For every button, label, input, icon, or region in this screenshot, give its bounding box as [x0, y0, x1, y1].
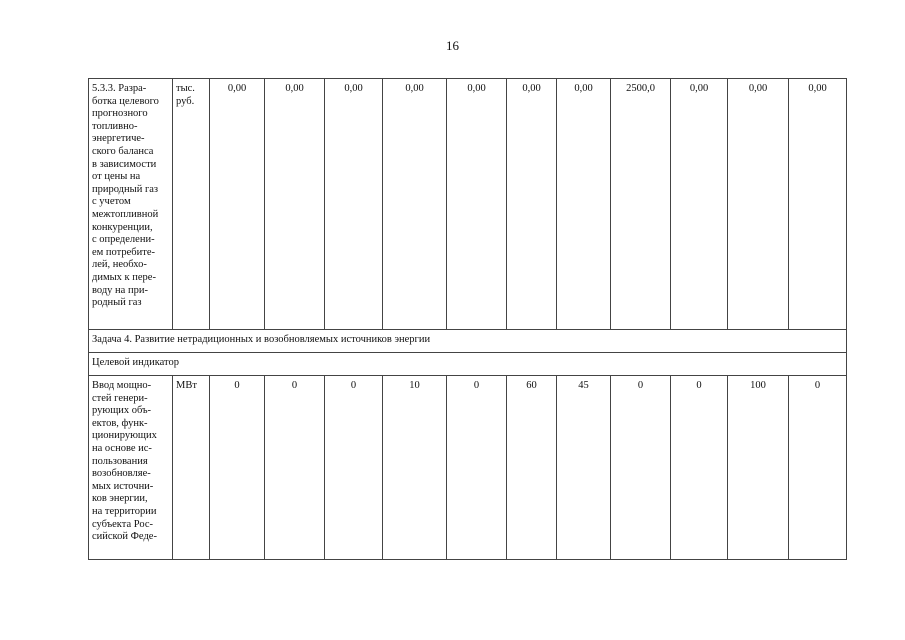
- table-body: [89, 79, 847, 560]
- row-label-line: топливно-: [92, 120, 138, 132]
- unit-line: тыс.: [176, 83, 195, 94]
- row-label-line: с учетом: [92, 196, 131, 208]
- value-cell: 0,00: [507, 79, 557, 330]
- value-cell: 0,00: [728, 79, 789, 330]
- row-label-line: ем потребите-: [92, 246, 155, 258]
- value-cell: 60: [507, 376, 557, 560]
- section-heading-cell: Задача 4. Развитие нетрадиционных и возобновляемых источников энергии: [89, 330, 847, 353]
- document-table: [88, 78, 847, 560]
- value-cell: 0,00: [325, 79, 383, 330]
- value-cell: 2500,0: [611, 79, 671, 330]
- section-row: [89, 353, 847, 376]
- value-cell: 0: [671, 376, 728, 560]
- row-label-line: 5.3.3. Разра-: [92, 83, 147, 94]
- row-label-line: с определени-: [92, 234, 155, 246]
- row-label-line: субъекта Рос-: [92, 518, 154, 530]
- value-cell: 0: [265, 376, 325, 560]
- value-cell: 0,00: [265, 79, 325, 330]
- row-label-line: ботка целевого: [92, 95, 159, 107]
- row-label-line: лей, необхо-: [92, 259, 147, 271]
- row-label-line: межтопливной: [92, 208, 159, 220]
- value-cell: 0,00: [789, 79, 847, 330]
- row-label-line: родный газ: [92, 297, 142, 309]
- row-label-line: на основе ис-: [92, 442, 152, 454]
- row-label-line: конкуренции,: [92, 221, 153, 233]
- row-label-line: возобновляе-: [92, 468, 151, 480]
- row-label-line: воду на при-: [92, 284, 148, 296]
- table-row: [89, 376, 847, 560]
- value-cell: 0: [447, 376, 507, 560]
- row-label-line: сийской Феде-: [92, 531, 157, 543]
- row-label-line: мых источни-: [92, 480, 154, 492]
- unit-cell: [173, 376, 210, 560]
- value-cell: 0: [210, 376, 265, 560]
- unit-line: руб.: [176, 95, 195, 107]
- row-label-cell: [89, 376, 173, 560]
- value-cell: 0,00: [671, 79, 728, 330]
- row-label-cell: [89, 79, 173, 330]
- row-label-line: стей генери-: [92, 392, 148, 404]
- value-cell: 0,00: [447, 79, 507, 330]
- row-label-line: димых к пере-: [92, 271, 156, 283]
- row-label-line: ектов, функ-: [92, 417, 148, 429]
- row-label-line: ского баланса: [92, 145, 154, 157]
- value-cell: 10: [383, 376, 447, 560]
- value-cell: 0,00: [383, 79, 447, 330]
- row-label-line: в зависимости: [92, 158, 157, 170]
- row-label-line: энергетиче-: [92, 133, 145, 145]
- row-label-line: ционирующих: [92, 430, 157, 442]
- value-cell: 45: [557, 376, 611, 560]
- row-label-line: пользования: [92, 455, 148, 467]
- row-label-line: прогнозного: [92, 108, 148, 120]
- value-cell: 100: [728, 376, 789, 560]
- unit-cell: [173, 79, 210, 330]
- section-row: [89, 330, 847, 353]
- page-number: 16: [446, 38, 459, 53]
- row-label-line: ков энергии,: [92, 493, 148, 505]
- section-heading-cell: Целевой индикатор: [89, 353, 847, 376]
- row-label-line: природный газ: [92, 183, 159, 195]
- row-label-line: от цены на: [92, 171, 141, 183]
- value-cell: 0,00: [557, 79, 611, 330]
- value-cell: 0: [325, 376, 383, 560]
- value-cell: 0,00: [210, 79, 265, 330]
- table-row: [89, 79, 847, 330]
- row-label-line: Ввод мощно-: [92, 380, 152, 391]
- value-cell: 0: [789, 376, 847, 560]
- value-cell: 0: [611, 376, 671, 560]
- row-label-line: рующих объ-: [92, 405, 152, 417]
- unit-line: МВт: [176, 380, 197, 391]
- row-label-line: на территории: [92, 505, 157, 517]
